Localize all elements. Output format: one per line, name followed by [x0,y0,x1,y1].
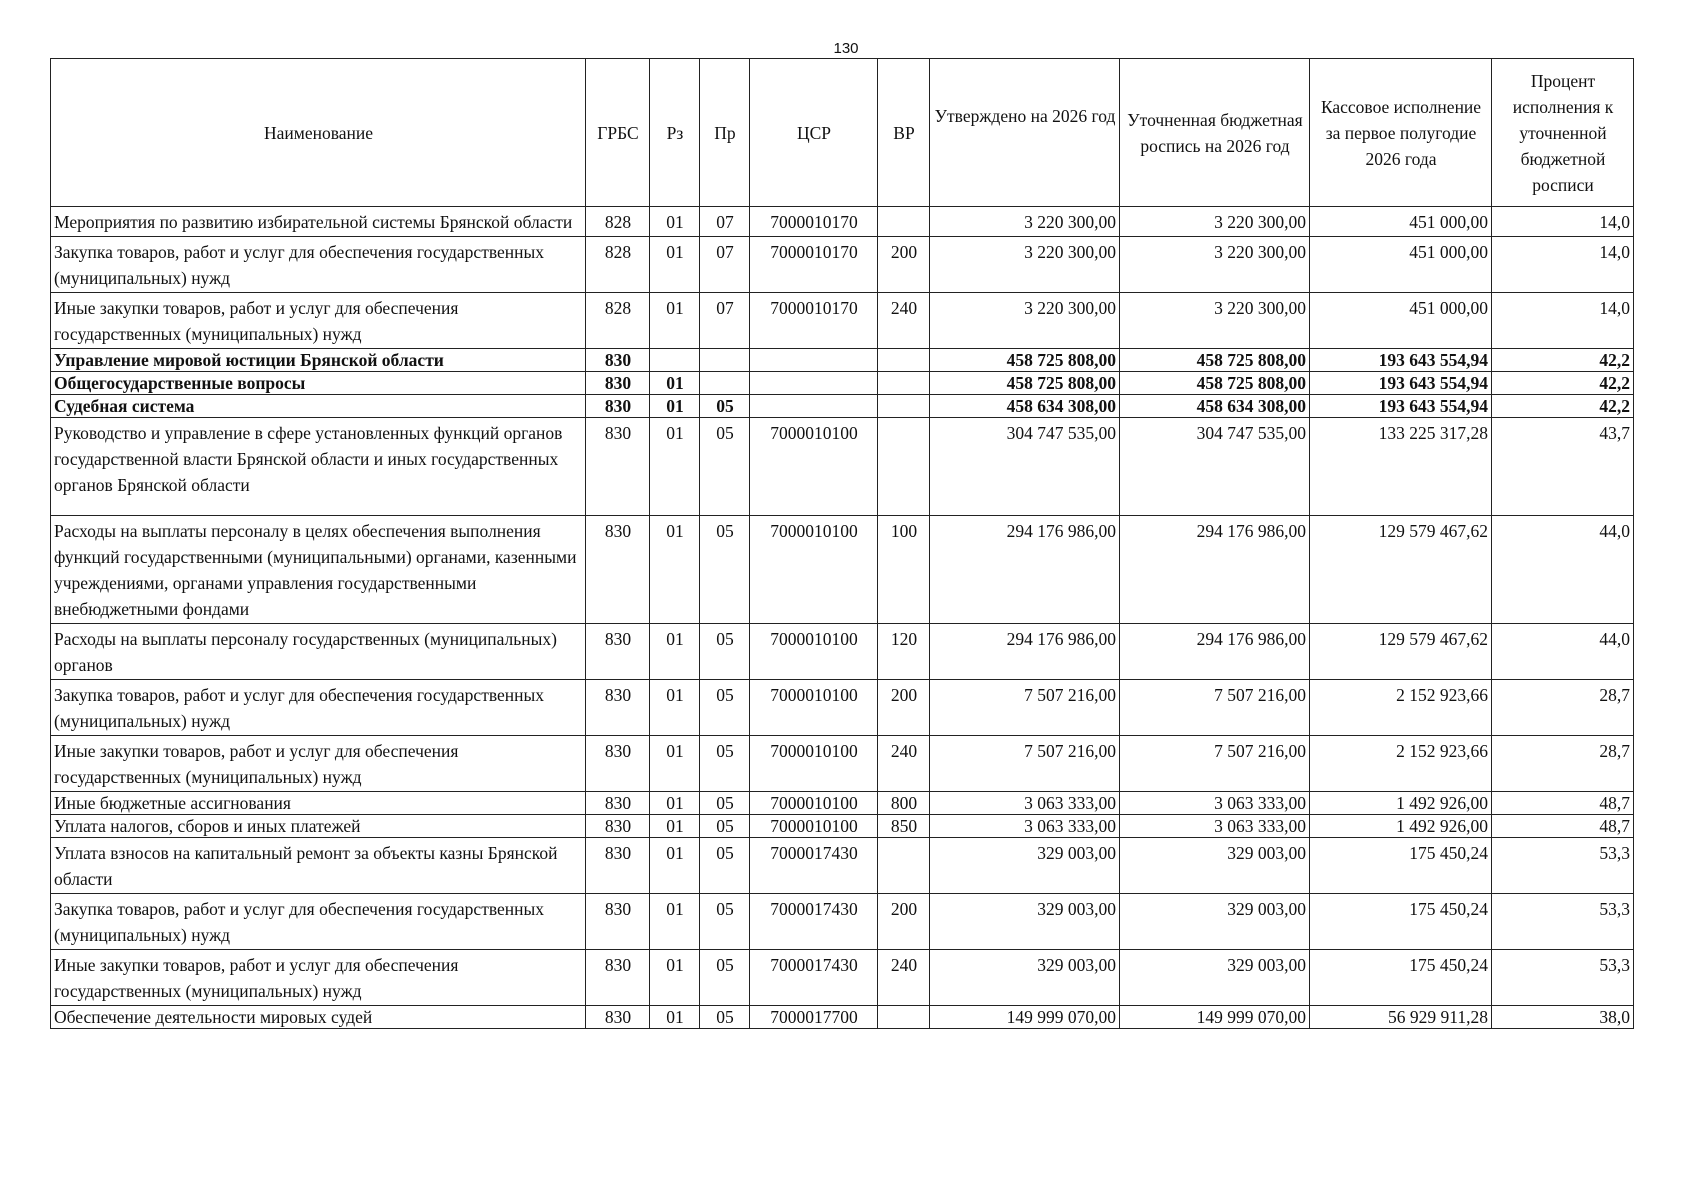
budget-table [50,58,1634,1029]
cell-name: Закупка товаров, работ и услуг для обеспечения государственных (муниципальных) нужд [51,894,586,950]
header-rz: Рз [650,59,700,207]
cell-approved: 7 507 216,00 [930,736,1120,792]
cell-cash: 175 450,24 [1310,838,1492,894]
header-vr: ВР [878,59,930,207]
cell-cash: 175 450,24 [1310,894,1492,950]
cell-grbs: 828 [586,237,650,293]
cell-grbs: 830 [586,395,650,418]
cell-name: Закупка товаров, работ и услуг для обеспечения государственных (муниципальных) нужд [51,680,586,736]
cell-rz: 01 [650,1006,700,1029]
cell-refined: 458 725 808,00 [1120,349,1310,372]
cell-vr [878,349,930,372]
cell-approved: 294 176 986,00 [930,516,1120,624]
cell-refined: 329 003,00 [1120,894,1310,950]
cell-cash: 193 643 554,94 [1310,395,1492,418]
cell-csr: 7000017430 [750,838,878,894]
cell-csr: 7000017430 [750,950,878,1006]
cell-approved: 3 063 333,00 [930,815,1120,838]
cell-grbs: 830 [586,516,650,624]
cell-grbs: 830 [586,894,650,950]
cell-percent: 44,0 [1492,516,1634,624]
cell-percent: 28,7 [1492,736,1634,792]
table-row [51,894,1634,950]
cell-pr: 05 [700,624,750,680]
cell-grbs: 830 [586,418,650,516]
cell-vr: 200 [878,894,930,950]
cell-cash: 451 000,00 [1310,237,1492,293]
cell-approved: 3 063 333,00 [930,792,1120,815]
cell-approved: 458 634 308,00 [930,395,1120,418]
cell-percent: 48,7 [1492,815,1634,838]
cell-name: Судебная система [51,395,586,418]
cell-percent: 38,0 [1492,1006,1634,1029]
cell-csr: 7000010100 [750,516,878,624]
cell-grbs: 830 [586,624,650,680]
header-cash: Кассовое исполнение за первое полугодие 2026 года [1310,59,1492,207]
cell-refined: 3 063 333,00 [1120,815,1310,838]
cell-pr: 05 [700,395,750,418]
cell-approved: 294 176 986,00 [930,624,1120,680]
table-row [51,950,1634,1006]
table-row [51,349,1634,372]
table-row [51,516,1634,624]
cell-rz: 01 [650,372,700,395]
cell-vr: 240 [878,736,930,792]
cell-pr: 05 [700,815,750,838]
cell-csr [750,372,878,395]
cell-vr [878,838,930,894]
cell-cash: 193 643 554,94 [1310,349,1492,372]
cell-grbs: 830 [586,950,650,1006]
cell-percent: 14,0 [1492,237,1634,293]
cell-cash: 2 152 923,66 [1310,680,1492,736]
cell-rz [650,349,700,372]
cell-vr: 240 [878,950,930,1006]
cell-rz: 01 [650,207,700,237]
table-row [51,237,1634,293]
cell-refined: 294 176 986,00 [1120,516,1310,624]
cell-name: Иные бюджетные ассигнования [51,792,586,815]
cell-vr: 100 [878,516,930,624]
cell-grbs: 828 [586,293,650,349]
cell-rz: 01 [650,237,700,293]
cell-refined: 294 176 986,00 [1120,624,1310,680]
cell-cash: 175 450,24 [1310,950,1492,1006]
table-row [51,838,1634,894]
cell-name: Управление мировой юстиции Брянской области [51,349,586,372]
cell-grbs: 830 [586,736,650,792]
table-row [51,736,1634,792]
cell-csr [750,395,878,418]
cell-name: Расходы на выплаты персоналу в целях обеспечения выполнения функций государственными (муниципальными) органами, казенными учреждениями, органами управления государственными внебюджетными фондами [51,516,586,624]
cell-refined: 458 634 308,00 [1120,395,1310,418]
cell-grbs: 830 [586,680,650,736]
cell-refined: 329 003,00 [1120,950,1310,1006]
cell-name: Обеспечение деятельности мировых судей [51,1006,586,1029]
cell-vr: 200 [878,237,930,293]
cell-cash: 1 492 926,00 [1310,792,1492,815]
cell-cash: 451 000,00 [1310,293,1492,349]
cell-csr: 7000017700 [750,1006,878,1029]
header-grbs: ГРБС [586,59,650,207]
cell-percent: 14,0 [1492,207,1634,237]
cell-approved: 329 003,00 [930,894,1120,950]
cell-percent: 48,7 [1492,792,1634,815]
cell-refined: 329 003,00 [1120,838,1310,894]
table-row [51,418,1634,516]
cell-percent: 42,2 [1492,349,1634,372]
cell-pr: 05 [700,1006,750,1029]
cell-name: Иные закупки товаров, работ и услуг для обеспечения государственных (муниципальных) нужд [51,736,586,792]
cell-vr: 800 [878,792,930,815]
cell-csr: 7000010100 [750,418,878,516]
cell-rz: 01 [650,792,700,815]
table-row [51,680,1634,736]
cell-refined: 7 507 216,00 [1120,736,1310,792]
cell-refined: 458 725 808,00 [1120,372,1310,395]
table-row [51,293,1634,349]
cell-csr: 7000010100 [750,624,878,680]
cell-pr: 05 [700,950,750,1006]
cell-rz: 01 [650,815,700,838]
header-approved: Утверждено на 2026 год [930,59,1120,207]
cell-grbs: 830 [586,372,650,395]
cell-grbs: 828 [586,207,650,237]
cell-name: Общегосударственные вопросы [51,372,586,395]
cell-rz: 01 [650,395,700,418]
cell-refined: 304 747 535,00 [1120,418,1310,516]
cell-name: Уплата налогов, сборов и иных платежей [51,815,586,838]
cell-cash: 56 929 911,28 [1310,1006,1492,1029]
cell-rz: 01 [650,950,700,1006]
header-pr: Пр [700,59,750,207]
cell-rz: 01 [650,293,700,349]
cell-approved: 3 220 300,00 [930,293,1120,349]
cell-approved: 3 220 300,00 [930,237,1120,293]
cell-cash: 451 000,00 [1310,207,1492,237]
cell-vr: 200 [878,680,930,736]
cell-csr: 7000017430 [750,894,878,950]
cell-approved: 3 220 300,00 [930,207,1120,237]
cell-pr: 07 [700,207,750,237]
cell-percent: 42,2 [1492,372,1634,395]
cell-pr: 05 [700,792,750,815]
cell-grbs: 830 [586,349,650,372]
table-body [51,207,1634,1029]
cell-name: Иные закупки товаров, работ и услуг для обеспечения государственных (муниципальных) нужд [51,293,586,349]
cell-approved: 149 999 070,00 [930,1006,1120,1029]
table-row [51,207,1634,237]
cell-grbs: 830 [586,792,650,815]
header-csr: ЦСР [750,59,878,207]
cell-name: Закупка товаров, работ и услуг для обеспечения государственных (муниципальных) нужд [51,237,586,293]
cell-refined: 3 220 300,00 [1120,237,1310,293]
cell-approved: 329 003,00 [930,838,1120,894]
cell-pr: 07 [700,237,750,293]
cell-pr [700,349,750,372]
cell-percent: 53,3 [1492,838,1634,894]
cell-refined: 3 220 300,00 [1120,207,1310,237]
cell-pr: 05 [700,418,750,516]
cell-pr: 05 [700,736,750,792]
cell-csr: 7000010100 [750,680,878,736]
table-row [51,395,1634,418]
cell-grbs: 830 [586,815,650,838]
header-name: Наименование [51,59,586,207]
cell-percent: 14,0 [1492,293,1634,349]
cell-percent: 28,7 [1492,680,1634,736]
cell-csr [750,349,878,372]
cell-approved: 329 003,00 [930,950,1120,1006]
cell-refined: 7 507 216,00 [1120,680,1310,736]
cell-cash: 133 225 317,28 [1310,418,1492,516]
header-percent: Процент исполнения к уточненной бюджетной росписи [1492,59,1634,207]
cell-vr: 120 [878,624,930,680]
table-row [51,792,1634,815]
cell-rz: 01 [650,894,700,950]
cell-rz: 01 [650,736,700,792]
cell-name: Иные закупки товаров, работ и услуг для обеспечения государственных (муниципальных) нужд [51,950,586,1006]
header-row [51,59,1634,207]
cell-approved: 7 507 216,00 [930,680,1120,736]
cell-csr: 7000010170 [750,293,878,349]
table-row [51,372,1634,395]
cell-pr: 05 [700,838,750,894]
cell-name: Мероприятия по развитию избирательной системы Брянской области [51,207,586,237]
cell-approved: 304 747 535,00 [930,418,1120,516]
cell-cash: 2 152 923,66 [1310,736,1492,792]
cell-csr: 7000010100 [750,736,878,792]
table-row [51,815,1634,838]
header-refined: Уточненная бюджетная роспись на 2026 год [1120,59,1310,207]
cell-vr: 240 [878,293,930,349]
table-row [51,1006,1634,1029]
cell-vr [878,207,930,237]
cell-grbs: 830 [586,1006,650,1029]
cell-cash: 1 492 926,00 [1310,815,1492,838]
cell-pr: 05 [700,516,750,624]
cell-refined: 149 999 070,00 [1120,1006,1310,1029]
cell-vr [878,1006,930,1029]
cell-rz: 01 [650,624,700,680]
cell-name: Расходы на выплаты персоналу государственных (муниципальных) органов [51,624,586,680]
page-number: 130 [833,40,859,57]
cell-approved: 458 725 808,00 [930,349,1120,372]
cell-pr [700,372,750,395]
cell-cash: 129 579 467,62 [1310,624,1492,680]
cell-vr [878,395,930,418]
cell-percent: 53,3 [1492,950,1634,1006]
cell-csr: 7000010170 [750,207,878,237]
cell-refined: 3 063 333,00 [1120,792,1310,815]
cell-pr: 07 [700,293,750,349]
cell-pr: 05 [700,680,750,736]
cell-rz: 01 [650,680,700,736]
cell-approved: 458 725 808,00 [930,372,1120,395]
cell-vr [878,372,930,395]
cell-name: Уплата взносов на капитальный ремонт за объекты казны Брянской области [51,838,586,894]
cell-csr: 7000010170 [750,237,878,293]
cell-rz: 01 [650,838,700,894]
cell-percent: 43,7 [1492,418,1634,516]
cell-csr: 7000010100 [750,792,878,815]
cell-cash: 129 579 467,62 [1310,516,1492,624]
cell-rz: 01 [650,516,700,624]
cell-percent: 42,2 [1492,395,1634,418]
cell-cash: 193 643 554,94 [1310,372,1492,395]
cell-grbs: 830 [586,838,650,894]
cell-rz: 01 [650,418,700,516]
cell-name: Руководство и управление в сфере установленных функций органов государственной власти Брянской области и иных государственных органов Брянской области [51,418,586,516]
cell-vr [878,418,930,516]
cell-percent: 44,0 [1492,624,1634,680]
cell-csr: 7000010100 [750,815,878,838]
cell-vr: 850 [878,815,930,838]
table-row [51,624,1634,680]
cell-percent: 53,3 [1492,894,1634,950]
cell-pr: 05 [700,894,750,950]
cell-refined: 3 220 300,00 [1120,293,1310,349]
